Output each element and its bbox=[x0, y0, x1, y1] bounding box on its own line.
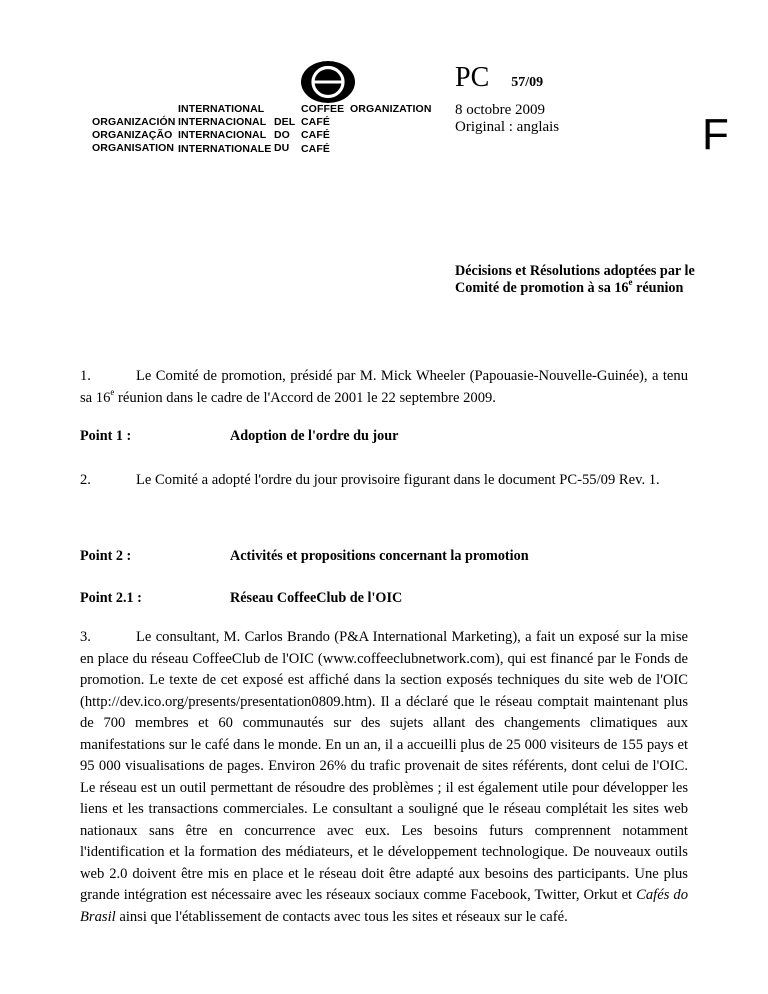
point-2-1-heading bbox=[80, 590, 402, 607]
paragraph-2-number: 2. bbox=[80, 472, 91, 488]
title-line-2 bbox=[455, 277, 745, 297]
org-coffee-pt: CAFÉ bbox=[301, 129, 330, 142]
paragraph-1-number: 1. bbox=[80, 368, 91, 384]
title-superscript: e bbox=[628, 277, 633, 288]
document-date: 8 octobre 2009 bbox=[455, 102, 545, 118]
language-letter: F bbox=[702, 110, 729, 159]
org-names-coffee bbox=[301, 103, 344, 156]
paragraph-3 bbox=[80, 627, 688, 928]
paragraph-2-text: Le Comité a adopté l'ordre du jour provisoire figurant dans le document PC-55/09 Rev. 1. bbox=[136, 472, 660, 488]
paragraph-3-text: Le consultant, M. Carlos Brando (P&A International Marketing), a fait un exposé sur la mise en place du réseau CoffeeClub de l'OIC (www.coffeeclubnetwork.com), qui est financé par le Fonds de promotion. Le texte de cet exposé est affiché dans la section exposés techniques du site web de l'OIC (http://dev.ico.org/presents/presentation0809.htm). Il a déclaré que le réseau comptait maintenant plus de 700 membres et 60 communautés sur des sujets allant des changements climatiques aux manifestations sur le café dans le monde. En un an, il a accueilli plus de 25 000 visiteurs de 155 pays et 95 000 visualisations de pages. Environ 26% du trafic provenait de sites référents, dont celui de l'OIC. Le réseau est un outil permettant de résoudre des problèmes ; il est également utile pour développer les liens et les transactions commerciales. Le consultant a souligné que le réseau complétait les sites web nationaux sans être en concurrence avec eux. Les besoins futurs comprennent notamment l'identification et la formation des médiateurs, et le développement technologique. De nouveaux outils web 2.0 doivent être mis en place et le réseau doit être adapté aux besoins des participants. Une plus grande intégration est nécessaire avec les réseaux sociaux comme Facebook, Twitter, Orkut et bbox=[80, 629, 688, 903]
point-2-heading bbox=[80, 548, 529, 565]
org-article-pt: DO bbox=[274, 129, 290, 142]
org-international-es: INTERNACIONAL bbox=[178, 116, 267, 129]
org-organization-en: ORGANIZATION bbox=[350, 103, 432, 115]
coffee-bean-logo-icon bbox=[296, 60, 360, 104]
org-coffee-es: CAFÉ bbox=[301, 116, 330, 129]
document-original-language: Original : anglais bbox=[455, 119, 560, 135]
title-line-1: Décisions et Résolutions adoptées par le bbox=[455, 263, 695, 279]
document-number: 57/09 bbox=[511, 75, 544, 90]
point-1-label: Point 1 : bbox=[80, 428, 132, 444]
document-code: PC bbox=[455, 62, 490, 93]
title-line-2-text: Comité de promotion à sa 16 bbox=[455, 280, 629, 296]
paragraph-2 bbox=[80, 470, 688, 492]
document-title bbox=[455, 263, 745, 297]
paragraph-1-text-end: réunion dans le cadre de l'Accord de 2001 le 22 septembre 2009. bbox=[114, 389, 496, 406]
org-line-fr: ORGANISATION bbox=[92, 142, 175, 155]
org-names-organization bbox=[350, 103, 432, 116]
org-coffee-fr: CAFÉ bbox=[301, 142, 330, 155]
org-international-en: INTERNATIONAL bbox=[178, 103, 265, 115]
point-1-title: Adoption de l'ordre du jour bbox=[230, 428, 399, 444]
paragraph-3-number: 3. bbox=[80, 629, 91, 645]
org-line-pt: ORGANIZAÇÃO bbox=[92, 129, 173, 142]
point-2-title: Activités et propositions concernant la promotion bbox=[230, 548, 529, 564]
org-international-fr: INTERNATIONALE bbox=[178, 142, 272, 155]
document-meta bbox=[455, 102, 559, 136]
org-article-es: DEL bbox=[274, 116, 296, 128]
org-names-prefix bbox=[92, 116, 175, 156]
org-names-international bbox=[178, 103, 271, 156]
point-1-heading bbox=[80, 428, 398, 445]
org-names-article bbox=[274, 116, 295, 156]
org-coffee-en: COFFEE bbox=[301, 103, 345, 115]
paragraph-1 bbox=[80, 366, 688, 409]
point-2-1-title: Réseau CoffeeClub de l'OIC bbox=[230, 590, 403, 606]
paragraph-3-italic: Cafés do Brasil bbox=[80, 887, 688, 925]
point-2-1-label: Point 2.1 : bbox=[80, 590, 142, 606]
org-international-pt: INTERNACIONAL bbox=[178, 129, 267, 142]
document-reference bbox=[455, 62, 543, 94]
paragraph-3-text-end: ainsi que l'établissement de contacts avec tous les sites et réseaux sur le café. bbox=[115, 908, 568, 925]
org-article-fr: DU bbox=[274, 142, 290, 155]
paragraph-1-text: Le Comité de promotion, présidé par M. Mick Wheeler (Papouasie-Nouvelle-Guinée), a tenu sa 16 bbox=[80, 368, 688, 406]
point-2-label: Point 2 : bbox=[80, 548, 132, 564]
title-line-2-end: réunion bbox=[632, 280, 684, 296]
paragraph-1-superscript: e bbox=[110, 386, 115, 397]
org-line-es: ORGANIZACIÓN bbox=[92, 116, 176, 128]
